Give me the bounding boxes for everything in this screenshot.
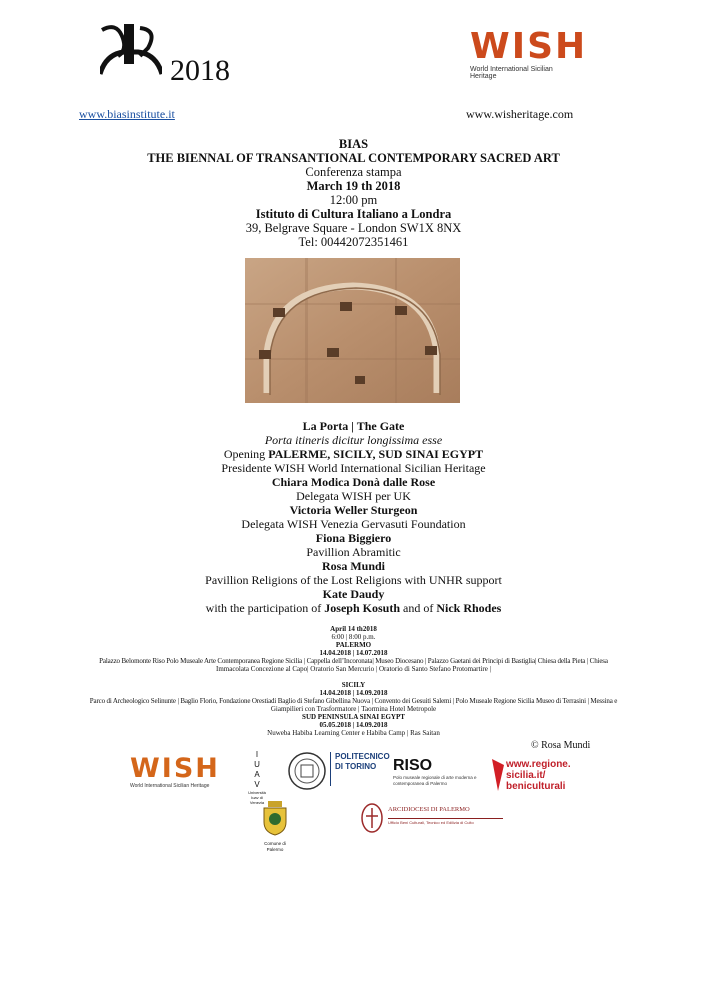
event-time: 12:00 pm [329, 193, 378, 207]
opening-places: PALERME, SICILY, SUD SINAI EGYPT [268, 447, 484, 461]
iuav-logo [245, 750, 269, 805]
gate-photo [245, 258, 460, 403]
participation-prefix: with the participation of [205, 601, 325, 615]
riso-name: RISO [393, 757, 433, 774]
copyright-text: © Rosa Mundi [531, 740, 591, 751]
polito-line-2: DI TORINO [335, 762, 377, 771]
program-title: La Porta | The Gate [302, 419, 405, 433]
polito-logo [330, 752, 390, 786]
sinai-venues: Nuweba Habiba Learning Center e Habiba Camp | Ras Saitan [267, 729, 440, 737]
palermo-heading: PALERMO [335, 641, 372, 649]
sicily-heading: SICILY [341, 681, 366, 689]
sicily-venues-1: Parco di Archeologico Selinunte | Baglio Florio, Fondazione Orestiadi Baglio di Stefano Gibellina Nuova | Convento dei Gesuiti Salemi | Polo Museale Regione Sicilia Museo di Terrasini | Messina e [89, 697, 618, 705]
sicily-venues-2: Giampilieri con Trasformatore | Taormina Hotel Metropole [270, 705, 437, 713]
arcidiocesi-line-1: ARCIDIOCESI DI PALERMO [388, 806, 470, 813]
wish-logo-top [470, 26, 588, 80]
program-name-2: Victoria Weller Sturgeon [289, 503, 418, 517]
comune-palermo-logo [258, 800, 292, 853]
wish-bottom-word: WISH [130, 753, 220, 784]
riso-logo [393, 757, 478, 786]
program-role-3: Delegata WISH Venezia Gervasuti Foundation [241, 517, 466, 531]
event-line-press: Conferenza stampa [305, 165, 402, 179]
arcidiocesi-logo [360, 802, 510, 836]
polito-line-1: POLITECNICO [335, 752, 390, 761]
event-address: 39, Belgrave Square - London SW1X 8NX [245, 221, 462, 235]
arcidiocesi-line-2: Ufficio Beni Culturali, Tecnico ed Edilizia di Culto [388, 818, 503, 825]
bias-website-link[interactable]: www.biasinstitute.it [79, 107, 175, 121]
program-role-5: Pavillion Religions of the Lost Religions with UNHR support [205, 573, 502, 587]
program-name-5: Kate Daudy [322, 587, 385, 601]
program-role-1: Presidente WISH World International Sicilian Heritage [221, 461, 486, 475]
wish-website-text: www.wisheritage.com [466, 107, 574, 121]
iuav-subtitle: Università Iuav di Venezia [248, 790, 266, 805]
schedule-time: 6:00 | 8:00 p.m. [331, 633, 376, 641]
participant-2: Nick Rhodes [436, 601, 502, 615]
wish-logo-word: WISH [470, 26, 588, 67]
program-participation [0, 601, 707, 615]
arcidiocesi-crest-icon [360, 802, 384, 834]
header-year: 2018 [170, 54, 230, 87]
sinai-heading: SUD PENINSULA SINAI EGYPT [302, 713, 405, 721]
opening-prefix: Opening [223, 447, 269, 461]
palermo-venues-2: Immacolata Concezione al Capo| Oratorio San Mercurio | Oratorio di Santo Stefano Protomartire | [216, 665, 491, 673]
program-role-4: Pavillion Abramitic [306, 545, 401, 559]
sicily-dates: 14.04.2018 | 14.09.2018 [319, 689, 388, 697]
event-date: March 19 th 2018 [306, 179, 401, 193]
palermo-dates: 14.04.2018 | 14.07.2018 [319, 649, 388, 657]
palermo-venues-1: Palazzo Belomonte Riso Polo Museale Arte Contemporanea Regione Sicilia | Cappella dell’Incoronata| Museo Diocesano | Palazzo Gaetani dei Principi di Bastiglia| Chiesa della Pieta | Chiesa [99, 657, 608, 665]
event-line-title: THE BIENNAL OF TRANSANTIONAL CONTEMPORARY SACRED ART [147, 151, 560, 165]
wish-logo-subtitle: World International Sicilian Heritage [470, 66, 553, 80]
event-tel: Tel: 00442072351461 [298, 235, 409, 249]
regione-line-1: www.regione. [506, 759, 571, 770]
comune-subtitle: Comune di Palermo [264, 841, 286, 852]
sinai-dates: 05.05.2018 | 14.09.2018 [319, 721, 388, 729]
wish-bottom-subtitle: World International Sicilian Heritage [130, 783, 210, 789]
regione-line-2: sicilia.it/ [506, 770, 546, 781]
schedule-date: April 14 th2018 [330, 625, 377, 633]
regione-line-3: beniculturali [506, 781, 566, 792]
regione-flag-icon [490, 757, 506, 793]
program-name-3: Fiona Biggiero [315, 531, 392, 545]
event-line-bias: BIAS [338, 137, 369, 151]
participation-middle: and of [400, 601, 437, 615]
program-motto: Porta itineris dicitur longissima esse [264, 433, 443, 447]
program-name-1: Chiara Modica Donà dalle Rose [271, 475, 436, 489]
event-venue: Istituto di Cultura Italiano a Londra [255, 207, 452, 221]
program-name-4: Rosa Mundi [321, 559, 386, 573]
polito-seal [287, 751, 327, 796]
bias-logo [100, 20, 162, 81]
palermo-crest-icon [260, 800, 290, 836]
regione-sicilia-logo [490, 757, 580, 793]
iuav-letters: I U A V [254, 750, 260, 789]
program-role-2: Delegata WISH per UK [296, 489, 411, 503]
participant-1: Joseph Kosuth [324, 601, 400, 615]
riso-subtitle: Polo museale regionale di arte moderna e contemporanea di Palermo [393, 775, 477, 786]
program-opening [0, 447, 707, 461]
wish-logo-bottom [130, 755, 218, 789]
